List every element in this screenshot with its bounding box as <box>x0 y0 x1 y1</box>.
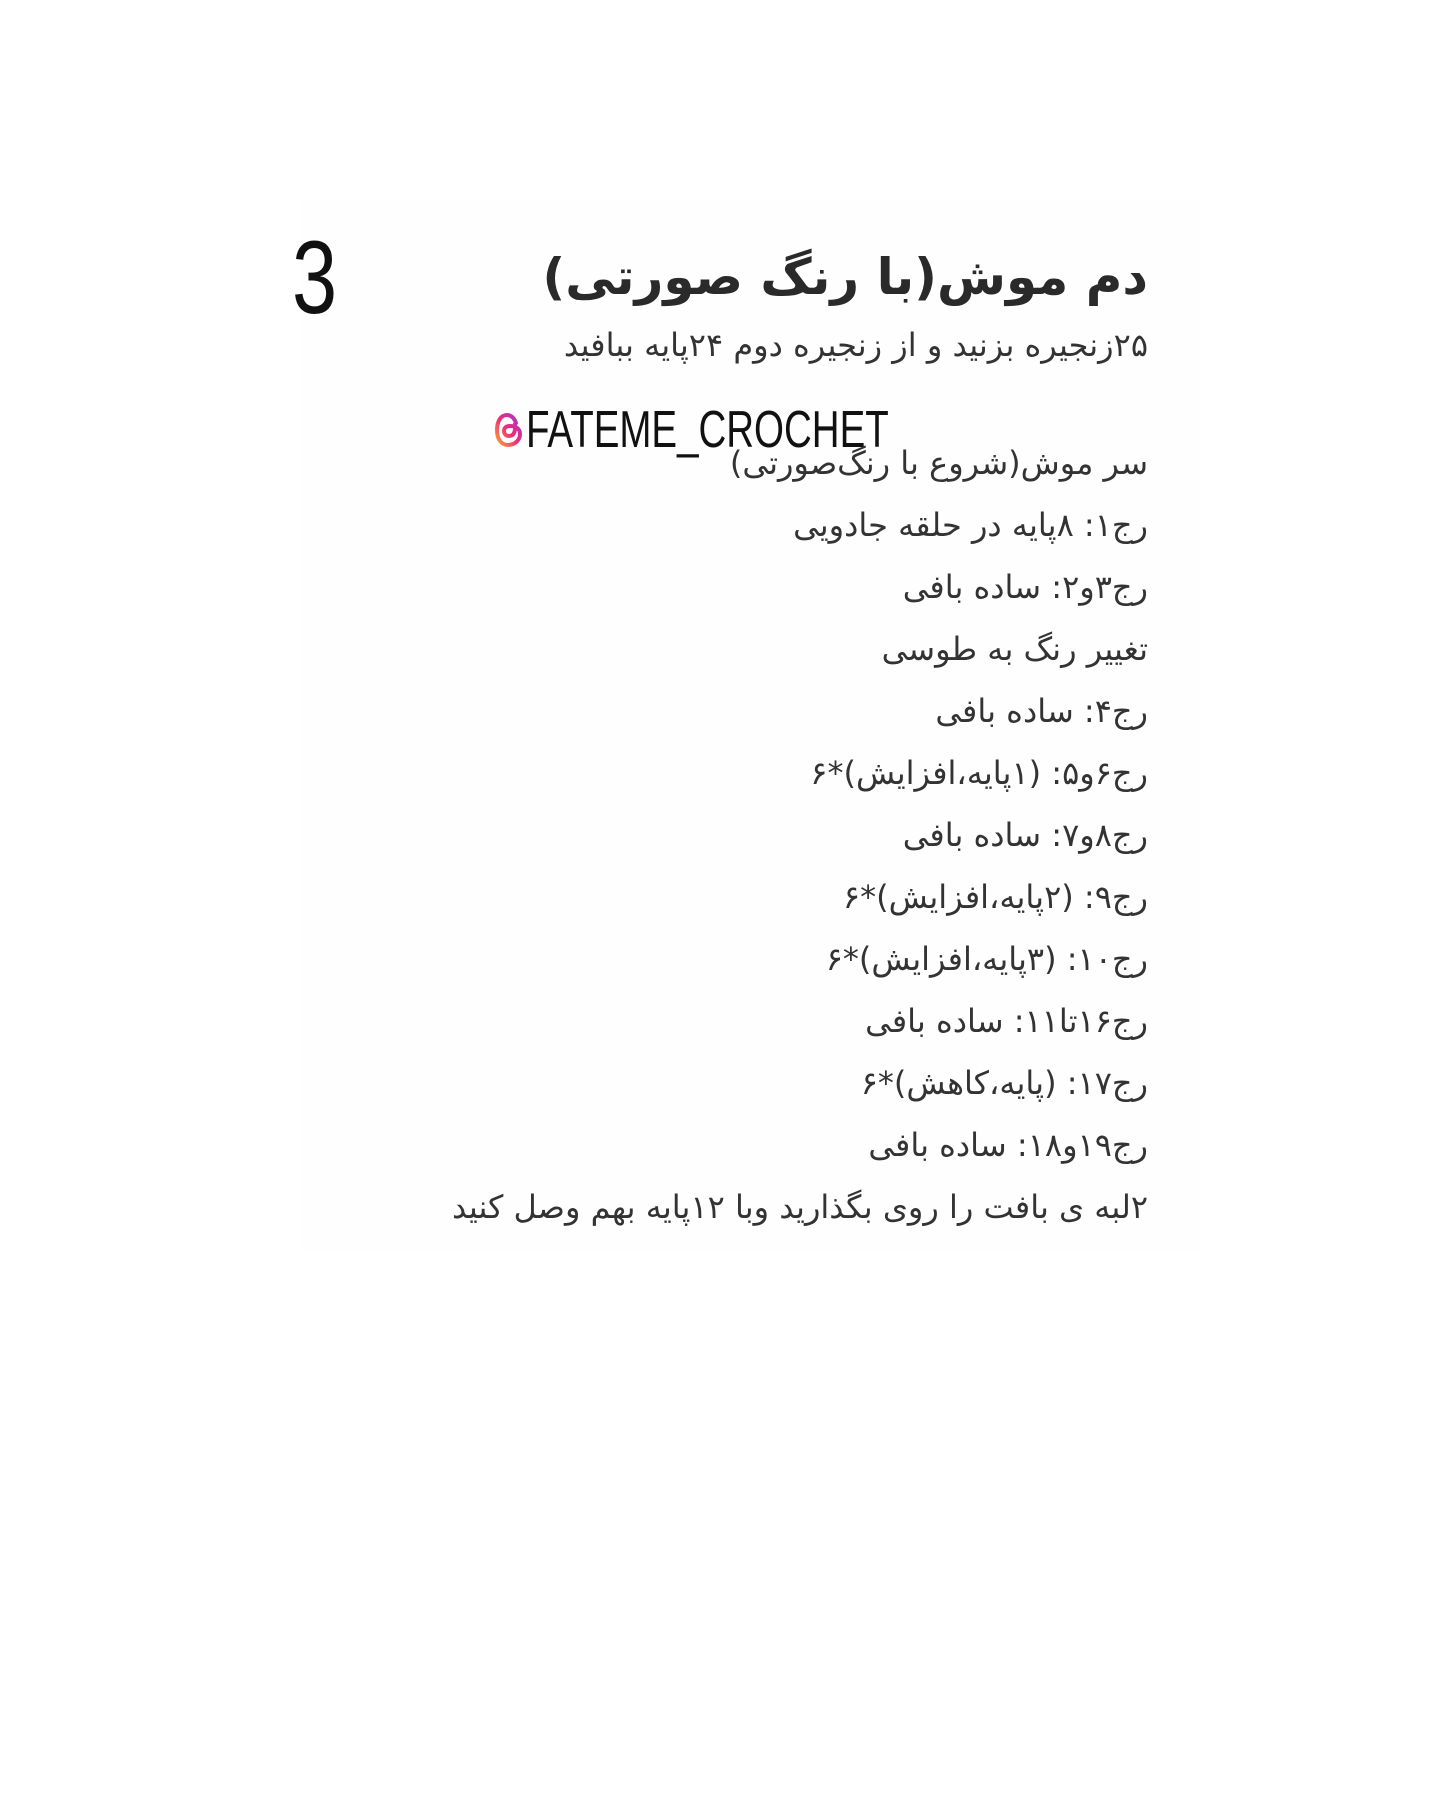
intro-line: ۲۵زنجیره بزنید و از زنجیره دوم ۲۴پایه ببافید <box>563 326 1148 364</box>
instruction-line-7: رج۸و۷: ساده بافی <box>902 816 1148 854</box>
pattern-content <box>248 240 1148 1238</box>
instruction-line-11: رج۱۷: (پایه،کاهش)*۶ <box>860 1064 1148 1102</box>
pattern-title: دم موش(با رنگ صورتی) <box>542 248 1148 306</box>
instruction-line-1: سر موش(شروع با رنگ‌صورتی) <box>729 444 1148 482</box>
page-number: 3 <box>292 220 336 336</box>
threads-icon <box>494 411 524 449</box>
instruction-line-6: رج۶و۵: (۱پایه،افزایش)*۶ <box>810 754 1148 792</box>
social-handle <box>494 402 1016 458</box>
handle-text: FATEME_CROCHET <box>526 401 889 459</box>
instruction-line-9: رج۱۰: (۳پایه،افزایش)*۶ <box>825 940 1148 978</box>
instruction-line-5: رج۴: ساده بافی <box>935 692 1148 730</box>
instruction-line-8: رج۹: (۲پایه،افزایش)*۶ <box>842 878 1148 916</box>
instruction-line-3: رج۳و۲: ساده بافی <box>902 568 1148 606</box>
instruction-line-12: رج۱۹و۱۸: ساده بافی <box>868 1126 1148 1164</box>
instruction-line-10: رج۱۶تا۱۱: ساده بافی <box>865 1002 1148 1040</box>
instruction-line-13: ۲لبه ی بافت را روی بگذارید وبا ۱۲پایه بهم وصل کنید <box>452 1188 1148 1226</box>
instruction-line-4: تغییر رنگ به طوسی <box>881 630 1148 668</box>
instruction-line-2: رج۱: ۸پایه در حلقه جادویی <box>793 506 1148 544</box>
